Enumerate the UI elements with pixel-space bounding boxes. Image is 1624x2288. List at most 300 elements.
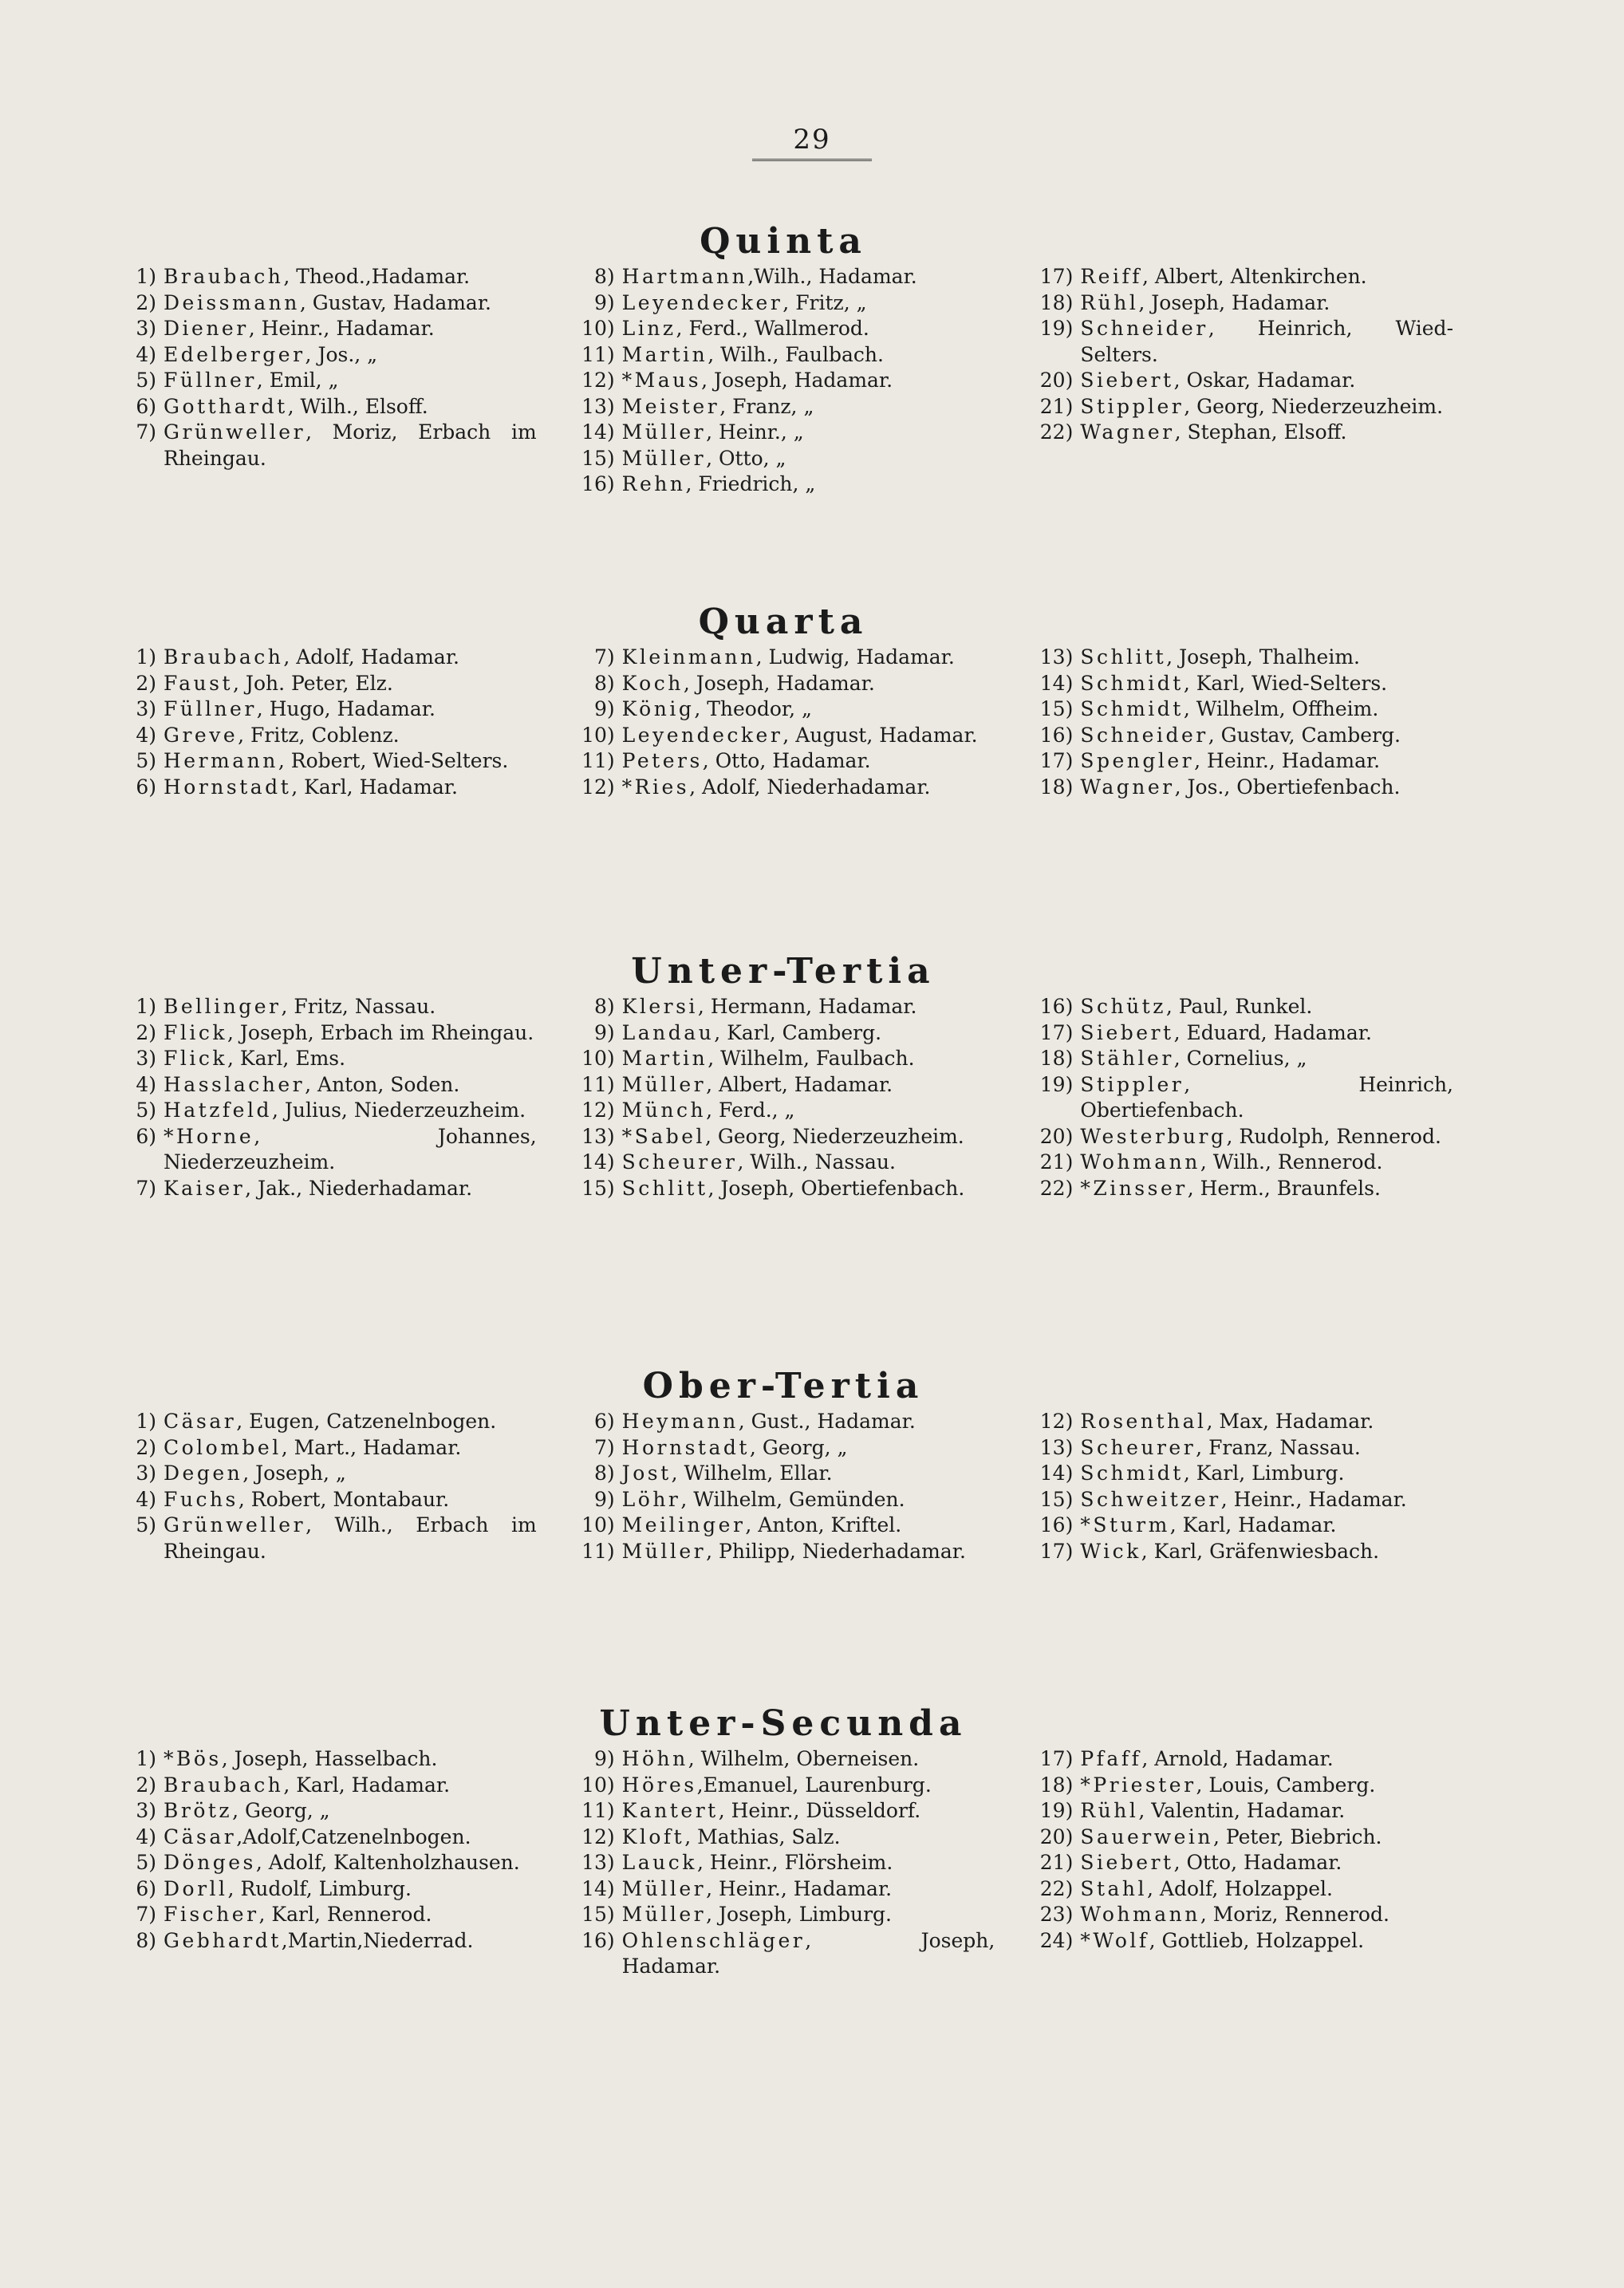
entry-details: , Gustav, Camberg. <box>1208 723 1401 747</box>
student-entry <box>113 1746 537 1773</box>
student-entry <box>572 290 995 317</box>
student-entry <box>1030 290 1453 317</box>
student-entry <box>572 1746 995 1773</box>
entry-number: 18) <box>1039 1773 1074 1797</box>
entry-number: 12) <box>581 1099 615 1122</box>
entry-surname: Westerburg <box>1080 1124 1227 1148</box>
student-entry <box>1030 1487 1453 1513</box>
entry-number: 9) <box>594 290 615 314</box>
student-column <box>1030 645 1453 800</box>
entry-text <box>622 1020 995 1047</box>
student-column <box>572 1746 995 1980</box>
student-entry <box>572 1902 995 1928</box>
student-entry <box>1030 1124 1453 1150</box>
entry-text <box>164 368 537 394</box>
entry-number: 21) <box>1039 394 1074 418</box>
entry-surname: Scheurer <box>621 1150 738 1174</box>
student-entry <box>1030 1046 1453 1072</box>
student-entry <box>572 1435 995 1462</box>
entry-text <box>622 696 995 723</box>
entry-number: 11) <box>581 749 615 772</box>
entry-details: , Stephan, Elsoff. <box>1174 420 1347 444</box>
entry-number: 12) <box>581 369 615 392</box>
student-column <box>113 1409 537 1564</box>
student-entry <box>113 1513 537 1564</box>
entry-text <box>622 264 995 290</box>
student-entry <box>572 394 995 420</box>
entry-surname: Schweitzer <box>1080 1487 1221 1511</box>
entry-surname: Braubach <box>164 265 284 288</box>
student-entry <box>1030 1746 1453 1773</box>
student-entry <box>1030 775 1453 801</box>
entry-surname: Stahl <box>1080 1876 1148 1900</box>
entry-number: 13) <box>581 394 615 418</box>
entry-number: 17) <box>1039 1747 1074 1770</box>
entry-text <box>1080 645 1453 671</box>
student-entry <box>113 1902 537 1928</box>
student-entry <box>572 1876 995 1903</box>
student-entry <box>572 1850 995 1876</box>
entry-text <box>164 671 537 697</box>
entry-number: 7) <box>136 420 156 444</box>
entry-text <box>164 394 537 420</box>
entry-details: ,Emanuel, Laurenburg. <box>696 1773 932 1797</box>
entry-number: 1) <box>136 1747 156 1770</box>
student-entry <box>113 420 537 471</box>
entry-number: 16) <box>1039 1513 1074 1537</box>
entry-surname: Siebert <box>1080 369 1174 392</box>
entry-details: , Robert, Montabaur. <box>238 1487 450 1511</box>
student-entry <box>113 316 537 342</box>
entry-details: , Arnold, Hadamar. <box>1141 1747 1334 1770</box>
entry-surname: Greve <box>164 723 238 747</box>
page-number: 29 <box>0 124 1624 161</box>
entry-text <box>622 1098 995 1124</box>
student-entry <box>572 1798 995 1824</box>
student-entry <box>113 1824 537 1851</box>
entry-details: , Joseph, „ <box>242 1462 346 1485</box>
entry-text <box>622 775 995 801</box>
student-entry <box>572 1539 995 1565</box>
entry-surname: Rühl <box>1080 1799 1139 1822</box>
entry-surname: Hartmann <box>621 265 748 288</box>
entry-number: 3) <box>136 697 156 720</box>
student-entry <box>1030 1850 1453 1876</box>
entry-number: 11) <box>581 1539 615 1563</box>
entry-text <box>622 1824 995 1851</box>
entry-surname: Müller <box>621 1539 707 1563</box>
entry-text <box>1080 1124 1453 1150</box>
entry-details: , Anton, Kriftel. <box>745 1513 902 1537</box>
entry-text <box>622 368 995 394</box>
entry-number: 10) <box>581 1047 615 1070</box>
entry-surname: Füllner <box>164 369 257 392</box>
student-entry <box>1030 994 1453 1020</box>
student-entry <box>572 471 995 498</box>
entry-text <box>622 1798 995 1824</box>
entry-details: , Heinr., Hadamar. <box>1194 749 1381 772</box>
entry-details: , Franz, Nassau. <box>1196 1435 1361 1459</box>
entry-details: , Joseph, Limburg. <box>706 1903 893 1926</box>
entry-details: ,Martin,Niederrad. <box>281 1928 474 1952</box>
entry-surname: Löhr <box>621 1487 681 1511</box>
entry-number: 3) <box>136 1799 156 1822</box>
entry-details: , Mathias, Salz. <box>684 1824 841 1848</box>
entry-details: , Georg, „ <box>232 1799 330 1822</box>
entry-number: 7) <box>136 1903 156 1926</box>
entry-text <box>622 1850 995 1876</box>
student-entry <box>572 1461 995 1487</box>
entry-surname: Ohlenschläger <box>621 1928 806 1952</box>
entry-details: , Heinr., Hadamar. <box>706 1876 893 1900</box>
entry-details: , Joseph, Hasselbach. <box>221 1747 438 1770</box>
entry-surname: Koch <box>621 671 684 695</box>
entry-number: 6) <box>594 1410 615 1433</box>
student-column <box>113 994 537 1201</box>
section-columns <box>113 1409 1453 1564</box>
entry-text <box>164 1435 537 1462</box>
entry-number: 18) <box>1039 1047 1074 1070</box>
entry-text <box>622 1876 995 1903</box>
entry-text <box>164 723 537 749</box>
entry-number: 11) <box>581 1799 615 1822</box>
student-entry <box>113 1461 537 1487</box>
entry-details: , Gustav, Hadamar. <box>299 290 491 314</box>
student-entry <box>1030 1876 1453 1903</box>
entry-details: , Rudolph, Rennerod. <box>1226 1124 1441 1148</box>
entry-surname: Dorll <box>164 1876 228 1900</box>
entry-text <box>1080 1824 1453 1851</box>
entry-number: 7) <box>136 1176 156 1200</box>
entry-surname: Brötz <box>164 1799 233 1822</box>
entry-text <box>164 1850 537 1876</box>
student-entry <box>113 1176 537 1202</box>
entry-number: 7) <box>594 1435 615 1459</box>
entry-details: , Otto, „ <box>706 446 786 470</box>
entry-surname: Meilinger <box>621 1513 746 1537</box>
entry-number: 11) <box>581 1072 615 1096</box>
entry-number: 2) <box>136 1435 156 1459</box>
entry-number: 22) <box>1039 420 1074 444</box>
entry-number: 12) <box>581 775 615 799</box>
entry-text <box>164 342 537 369</box>
entry-surname: *Sturm <box>1080 1513 1170 1537</box>
entry-surname: Stähler <box>1080 1047 1174 1070</box>
entry-text <box>1080 1046 1453 1072</box>
student-entry <box>113 1435 537 1462</box>
entry-text <box>1080 1539 1453 1565</box>
entry-text <box>622 1461 995 1487</box>
entry-text <box>622 671 995 697</box>
entry-surname: Cäsar <box>164 1410 237 1433</box>
entry-text <box>164 1746 537 1773</box>
entry-text <box>1080 1435 1453 1462</box>
entry-surname: Bellinger <box>164 995 282 1018</box>
entry-details: , Heinrich, Wied-Selters. <box>1080 317 1454 366</box>
student-column <box>113 264 537 498</box>
entry-surname: *Wolf <box>1080 1928 1149 1952</box>
student-entry <box>1030 1824 1453 1851</box>
entry-number: 2) <box>136 1020 156 1044</box>
entry-details: , Herm., Braunfels. <box>1187 1176 1381 1200</box>
entry-details: , Ferd., Wallmerod. <box>676 317 869 340</box>
entry-number: 24) <box>1039 1928 1074 1952</box>
entry-details: , Albert, Altenkirchen. <box>1141 265 1367 288</box>
student-entry <box>113 1072 537 1099</box>
entry-surname: Grünweller <box>164 1513 306 1537</box>
student-entry <box>572 1487 995 1513</box>
entry-details: , Hermann, Hadamar. <box>697 995 917 1018</box>
entry-surname: Kloft <box>621 1824 685 1848</box>
entry-surname: Schlitt <box>1080 645 1167 669</box>
student-column <box>572 264 995 498</box>
entry-text <box>164 1928 537 1955</box>
entry-surname: Hatzfeld <box>164 1099 272 1122</box>
entry-details: , Heinr., Düsseldorf. <box>718 1799 921 1822</box>
entry-text <box>622 645 995 671</box>
student-entry <box>1030 645 1453 671</box>
entry-text <box>164 645 537 671</box>
entry-number: 13) <box>581 1851 615 1874</box>
entry-number: 12) <box>581 1824 615 1848</box>
student-entry <box>1030 748 1453 775</box>
entry-text <box>1080 748 1453 775</box>
entry-surname: Gotthardt <box>164 394 288 418</box>
entry-surname: Wohmann <box>1080 1150 1200 1174</box>
entry-details: , Gottlieb, Holzappel. <box>1149 1928 1365 1952</box>
entry-surname: König <box>621 697 695 720</box>
entry-details: , Karl, Camberg. <box>714 1020 882 1044</box>
entry-surname: *Ries <box>621 775 690 799</box>
entry-text <box>622 1435 995 1462</box>
entry-surname: Lauck <box>621 1851 697 1874</box>
entry-details: , Karl, Ems. <box>227 1047 346 1070</box>
entry-surname: *Zinsser <box>1080 1176 1188 1200</box>
entry-text <box>622 290 995 317</box>
entry-text <box>622 1072 995 1099</box>
student-column <box>572 645 995 800</box>
entry-details: , Joseph, Hadamar. <box>683 671 875 695</box>
student-entry <box>572 723 995 749</box>
entry-text <box>164 1098 537 1124</box>
entry-details: , Karl, Limburg. <box>1183 1462 1345 1485</box>
student-entry <box>572 1928 995 1980</box>
entry-details: , Ludwig, Hadamar. <box>755 645 955 669</box>
entry-details: , Paul, Runkel. <box>1165 995 1313 1018</box>
student-entry <box>1030 420 1453 446</box>
entry-surname: Fischer <box>164 1903 259 1926</box>
entry-text <box>1080 1176 1453 1202</box>
entry-number: 9) <box>594 1020 615 1044</box>
entry-number: 3) <box>136 1462 156 1485</box>
entry-text <box>622 1539 995 1565</box>
entry-text <box>164 1020 537 1047</box>
entry-number: 8) <box>594 265 615 288</box>
entry-text <box>164 1487 537 1513</box>
section-columns <box>113 264 1453 498</box>
entry-surname: *Maus <box>621 369 702 392</box>
entry-number: 5) <box>136 1851 156 1874</box>
entry-details: , Robert, Wied-Selters. <box>278 749 509 772</box>
entry-details: , Wilhelm, Oberneisen. <box>688 1747 920 1770</box>
entry-details: , Friedrich, „ <box>685 472 816 495</box>
entry-text <box>1080 1409 1453 1435</box>
section-columns <box>113 645 1453 800</box>
entry-number: 4) <box>136 1824 156 1848</box>
entry-details: , Heinr., Hadamar. <box>248 317 435 340</box>
student-entry <box>113 1124 537 1176</box>
entry-details: , Jos., Obertiefenbach. <box>1174 775 1401 799</box>
entry-number: 8) <box>594 995 615 1018</box>
entry-surname: Hermann <box>164 749 278 772</box>
entry-text <box>1080 1876 1453 1903</box>
student-entry <box>1030 368 1453 394</box>
section-columns <box>113 1746 1453 1980</box>
student-entry <box>572 1409 995 1435</box>
student-entry <box>113 748 537 775</box>
entry-surname: Reiff <box>1080 265 1142 288</box>
entry-details: , Joseph, Hadamar. <box>701 369 893 392</box>
entry-text <box>1080 1850 1453 1876</box>
entry-surname: Müller <box>621 1903 707 1926</box>
student-entry <box>572 1513 995 1539</box>
entry-number: 17) <box>1039 1539 1074 1563</box>
entry-surname: Müller <box>621 1876 707 1900</box>
entry-text <box>622 1902 995 1928</box>
entry-number: 18) <box>1039 775 1074 799</box>
student-entry <box>1030 1150 1453 1176</box>
entry-details: , Wilh., Elsoff. <box>287 394 428 418</box>
entry-number: 5) <box>136 369 156 392</box>
entry-number: 19) <box>1039 1072 1074 1096</box>
student-entry <box>572 1072 995 1099</box>
entry-text <box>164 994 537 1020</box>
student-entry <box>1030 1902 1453 1928</box>
entry-surname: Siebert <box>1080 1851 1174 1874</box>
entry-surname: Kantert <box>621 1799 719 1822</box>
entry-surname: Diener <box>164 317 249 340</box>
entry-surname: Schlitt <box>621 1176 708 1200</box>
entry-text <box>622 1746 995 1773</box>
student-column <box>1030 1409 1453 1564</box>
entry-details: , Theod.,Hadamar. <box>283 265 471 288</box>
entry-surname: Siebert <box>1080 1020 1174 1044</box>
entry-details: ,Adolf,Catzenelnbogen. <box>236 1824 471 1848</box>
entry-number: 22) <box>1039 1876 1074 1900</box>
entry-surname: Heymann <box>621 1410 739 1433</box>
entry-details: , Wilh., Erbach im Rheingau. <box>164 1513 537 1563</box>
entry-number: 6) <box>136 1876 156 1900</box>
section-unter-secunda <box>113 1702 1453 1980</box>
entry-number: 4) <box>136 723 156 747</box>
entry-text <box>164 775 537 801</box>
entry-details: , Jos., „ <box>305 342 378 366</box>
entry-text <box>622 1928 995 1980</box>
entry-surname: Pfaff <box>1080 1747 1142 1770</box>
entry-surname: Meister <box>621 394 720 418</box>
entry-surname: Kleinmann <box>621 645 756 669</box>
entry-text <box>1080 1798 1453 1824</box>
entry-text <box>164 1176 537 1202</box>
student-entry <box>1030 723 1453 749</box>
student-column <box>1030 1746 1453 1980</box>
entry-text <box>164 1409 537 1435</box>
entry-surname: Faust <box>164 671 234 695</box>
entry-details: , Wilh., Faulbach. <box>708 342 884 366</box>
student-entry <box>1030 316 1453 368</box>
entry-details: , Julius, Niederzeuzheim. <box>271 1099 526 1122</box>
entry-details: , Joseph, Obertiefenbach. <box>708 1176 965 1200</box>
entry-details: , Karl, Rennerod. <box>258 1903 432 1926</box>
student-entry <box>113 342 537 369</box>
section-title: Unter-Secunda <box>599 1703 968 1744</box>
entry-number: 13) <box>1039 645 1074 669</box>
entry-number: 21) <box>1039 1150 1074 1174</box>
entry-number: 7) <box>594 645 615 669</box>
student-entry <box>113 1487 537 1513</box>
entry-surname: Schütz <box>1080 995 1166 1018</box>
student-entry <box>113 1098 537 1124</box>
entry-surname: Scheurer <box>1080 1435 1196 1459</box>
entry-number: 17) <box>1039 1020 1074 1044</box>
student-entry <box>1030 1928 1453 1955</box>
entry-text <box>622 1176 995 1202</box>
entry-number: 22) <box>1039 1176 1074 1200</box>
entry-details: , Fritz, Coblenz. <box>238 723 400 747</box>
entry-number: 3) <box>136 1047 156 1070</box>
entry-details: , Cornelius, „ <box>1173 1047 1307 1070</box>
entry-text <box>1080 775 1453 801</box>
entry-text <box>164 1902 537 1928</box>
student-entry <box>572 1020 995 1047</box>
entry-text <box>622 471 995 498</box>
entry-number: 4) <box>136 1487 156 1511</box>
entry-number: 14) <box>581 420 615 444</box>
entry-text <box>1080 671 1453 697</box>
entry-text <box>164 1461 537 1487</box>
entry-surname: Martin <box>621 1047 708 1070</box>
entry-details: , Max, Hadamar. <box>1206 1410 1374 1433</box>
entry-number: 1) <box>136 645 156 669</box>
student-entry <box>1030 1176 1453 1202</box>
entry-details: , Karl, Hadamar. <box>291 775 458 799</box>
entry-number: 9) <box>594 1747 615 1770</box>
section-title: Quarta <box>698 602 869 642</box>
entry-surname: Füllner <box>164 697 257 720</box>
entry-details: , Wilhelm, Offheim. <box>1183 697 1379 720</box>
student-entry <box>113 1876 537 1903</box>
entry-number: 14) <box>581 1876 615 1900</box>
entry-details: ,Wilh., Hadamar. <box>747 265 917 288</box>
entry-text <box>164 420 537 471</box>
student-entry <box>113 368 537 394</box>
student-entry <box>572 1824 995 1851</box>
student-entry <box>113 1850 537 1876</box>
entry-surname: Deissmann <box>164 290 300 314</box>
student-entry <box>113 1020 537 1047</box>
entry-details: , Wilhelm, Faulbach. <box>708 1047 915 1070</box>
entry-text <box>1080 1487 1453 1513</box>
entry-number: 2) <box>136 671 156 695</box>
student-entry <box>1030 1539 1453 1565</box>
entry-text <box>1080 1513 1453 1539</box>
student-entry <box>572 264 995 290</box>
entry-surname: Hasslacher <box>164 1072 305 1096</box>
entry-details: , Fritz, Nassau. <box>281 995 436 1018</box>
entry-surname: *Horne <box>164 1124 254 1148</box>
entry-details: , Moriz, Erbach im Rheingau. <box>164 420 537 470</box>
entry-surname: Rehn <box>621 472 686 495</box>
